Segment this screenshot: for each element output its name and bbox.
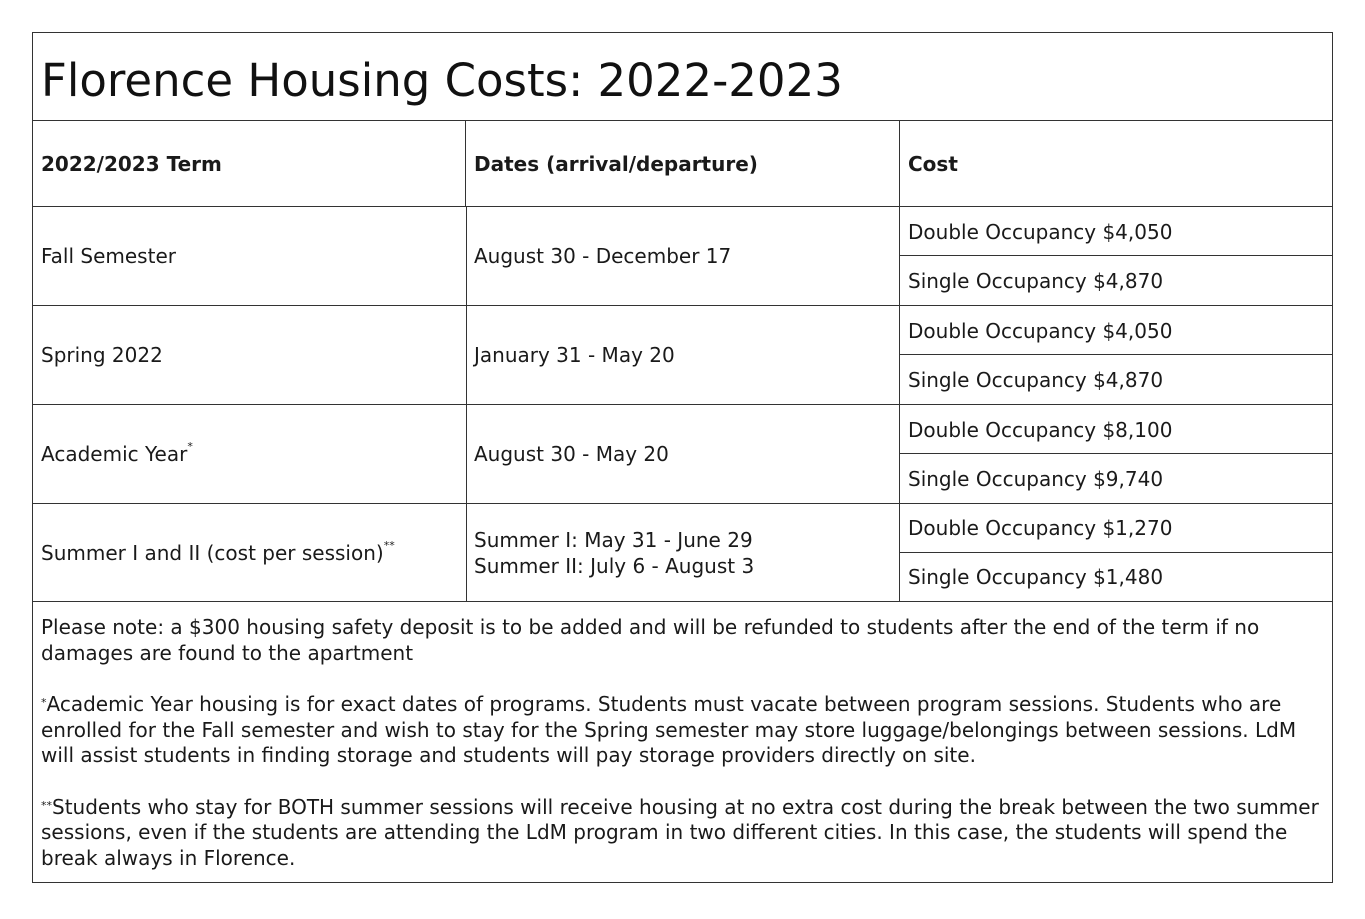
summer-note-text: Students who stay for BOTH summer sessions will receive housing at no extra cost during the break between the two summer sessions, even if the students are attending the LdM program in two different cities. In this case, the students will spend the break always in Florence. <box>41 794 1319 870</box>
table-row-dates <box>466 207 900 305</box>
table-row-term <box>33 405 466 503</box>
deposit-note: Please note: a $300 housing safety deposit is to be added and will be refunded to students after the end of the term if no damages are found to the apartment <box>41 615 1260 665</box>
cost-label: Double Occupancy $4,050 <box>908 318 1173 343</box>
cost-label: Single Occupancy $1,480 <box>908 565 1164 589</box>
footnote-marker: ** <box>383 538 395 552</box>
term-text: Academic Year <box>41 442 188 466</box>
footnote-marker: ** <box>41 798 52 812</box>
footnote-marker: * <box>187 440 193 453</box>
cost-label: Single Occupancy $4,870 <box>908 268 1164 293</box>
table-row-dates <box>466 504 900 601</box>
dates-label: August 30 - December 17 <box>474 244 732 268</box>
term-label <box>41 538 395 565</box>
notes-section <box>41 615 1326 871</box>
academic-year-note-text: Academic Year housing is for exact dates of programs. Students must vacate between program sessions. Students who are enrolled for the Fall semester and wish to stay for the Spring semester may store luggage/belongings between sessions. LdM will assist students in finding storage and students will pay storage providers directly on site. <box>41 692 1297 767</box>
title-row <box>33 33 1332 121</box>
cost-label: Double Occupancy $4,050 <box>908 219 1173 244</box>
header-dates <box>466 121 900 207</box>
term-label: Spring 2022 <box>41 343 163 367</box>
table-row-dates <box>466 306 900 404</box>
housing-costs-table <box>32 32 1333 883</box>
cost-label: Single Occupancy $4,870 <box>908 367 1164 392</box>
term-text: Summer I and II (cost per session) <box>41 540 384 565</box>
header-cost-label: Cost <box>908 151 958 176</box>
term-label: Fall Semester <box>41 244 176 268</box>
cost-single <box>900 256 1332 305</box>
table-row-term <box>33 207 466 305</box>
cost-double <box>900 405 1332 454</box>
footnote-marker: * <box>41 696 47 709</box>
header-cost <box>900 121 1332 207</box>
dates-label: Summer II: July 6 - August 3 <box>474 553 755 578</box>
cost-label: Double Occupancy $1,270 <box>908 516 1173 540</box>
cost-single <box>900 553 1332 601</box>
cost-label: Single Occupancy $9,740 <box>908 466 1164 491</box>
cost-label: Double Occupancy $8,100 <box>908 417 1173 442</box>
dates-label: January 31 - May 20 <box>474 343 675 367</box>
header-dates-label: Dates (arrival/departure) <box>474 151 758 176</box>
cost-single <box>900 454 1332 503</box>
cost-double <box>900 306 1332 355</box>
header-term <box>33 121 466 207</box>
summer-note <box>41 795 1326 872</box>
table-row-term <box>33 504 466 601</box>
dates-label: August 30 - May 20 <box>474 442 669 466</box>
cost-double <box>900 504 1332 552</box>
page-title: Florence Housing Costs: 2022-2023 <box>41 54 843 107</box>
row-divider <box>33 601 1332 602</box>
cost-single <box>900 355 1332 404</box>
table-row-dates <box>466 405 900 503</box>
dates-label: Summer I: May 31 - June 29 <box>474 527 753 552</box>
cost-double <box>900 207 1332 256</box>
header-term-label: 2022/2023 Term <box>41 151 222 176</box>
academic-year-note <box>41 692 1326 769</box>
table-row-term <box>33 306 466 404</box>
term-label <box>41 442 193 466</box>
